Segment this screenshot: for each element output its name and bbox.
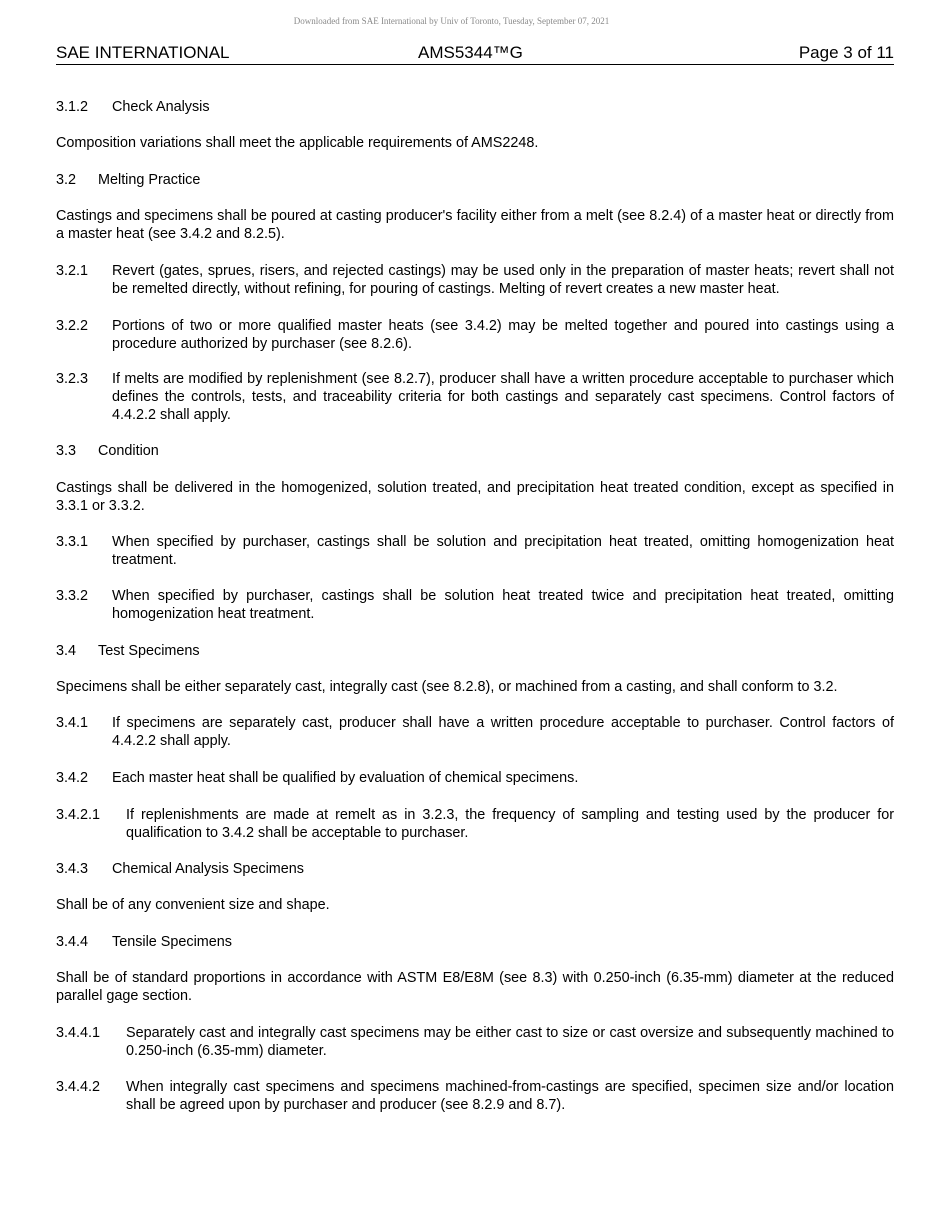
clause-number: 3.4.2 [56, 770, 89, 786]
heading-3-4 [56, 642, 200, 660]
page-header [56, 43, 894, 65]
section-title: Chemical Analysis Specimens [112, 861, 304, 877]
clause-3-3-1 [56, 533, 894, 569]
section-title: Check Analysis [112, 99, 210, 115]
paragraph-3-4-4: Shall be of standard proportions in accordance with ASTM E8/E8M (see 8.3) with 0.250-inch (6.35-mm) diameter at the reduced parallel gage section. [56, 970, 894, 1004]
clause-3-4-1 [56, 714, 894, 750]
header-page-number: Page 3 of 11 [798, 43, 894, 62]
paragraph-3-4: Specimens shall be either separately cast, integrally cast (see 8.2.8), or machined from a casting, and shall conform to 3.2. [56, 679, 838, 695]
paragraph-3-1-2: Composition variations shall meet the applicable requirements of AMS2248. [56, 135, 539, 151]
clause-text: When specified by purchaser, castings shall be solution and precipitation heat treated, omitting homogenization heat treatment. [112, 534, 894, 568]
clause-text: Revert (gates, sprues, risers, and rejected castings) may be used only in the preparation of master heats; revert shall not be remelted directly, without refining, for pouring of castings. Melting of revert creates a new master heat. [112, 263, 894, 297]
clause-3-3-2 [56, 587, 894, 623]
clause-3-2-1 [56, 262, 894, 298]
header-document-number: AMS5344™G [418, 43, 523, 62]
clause-3-2-2 [56, 317, 894, 353]
paragraph-3-2: Castings and specimens shall be poured at casting producer's facility either from a melt (see 8.2.4) of a master heat or directly from a master heat (see 3.4.2 and 8.2.5). [56, 208, 894, 242]
paragraph-3-3: Castings shall be delivered in the homogenized, solution treated, and precipitation heat treated condition, except as specified in 3.3.1 or 3.3.2. [56, 480, 894, 514]
clause-number: 3.2.1 [56, 263, 89, 279]
clause-number: 3.3.1 [56, 534, 89, 550]
clause-number: 3.2.2 [56, 318, 89, 334]
section-title: Test Specimens [98, 643, 200, 659]
clause-text: When integrally cast specimens and specimens machined-from-castings are specified, specimen size and/or location shall be agreed upon by purchaser and producer (see 8.2.9 and 8.7). [126, 1079, 894, 1113]
section-number: 3.1.2 [56, 99, 89, 115]
section-title: Tensile Specimens [112, 934, 232, 950]
clause-number: 3.4.4.1 [56, 1025, 101, 1041]
section-number: 3.4 [56, 643, 77, 659]
header-organization: SAE INTERNATIONAL [56, 43, 230, 62]
section-number: 3.4.4 [56, 934, 89, 950]
clause-3-4-2 [56, 769, 894, 787]
clause-text: Separately cast and integrally cast specimens may be either cast to size or cast oversize and subsequently machined to 0.250-inch (6.35-mm) diameter. [126, 1025, 894, 1059]
section-title: Condition [98, 443, 159, 459]
clause-number: 3.4.1 [56, 715, 89, 731]
section-title: Melting Practice [98, 172, 201, 188]
clause-number: 3.4.2.1 [56, 807, 101, 823]
clause-3-4-4-2 [56, 1078, 894, 1114]
heading-3-1-2 [56, 98, 210, 116]
clause-3-4-2-1 [56, 806, 894, 842]
heading-3-4-3 [56, 860, 304, 878]
clause-number: 3.3.2 [56, 588, 89, 604]
heading-3-2 [56, 171, 200, 189]
clause-text: If replenishments are made at remelt as in 3.2.3, the frequency of sampling and testing used by the producer for qualification to 3.4.2 shall be acceptable to purchaser. [126, 807, 894, 841]
clause-number: 3.2.3 [56, 371, 89, 387]
section-number: 3.3 [56, 443, 77, 459]
clause-text: If melts are modified by replenishment (see 8.2.7), producer shall have a written procedure acceptable to purchaser which defines the controls, tests, and traceability criteria for both castings and separately cast specimens. Control factors of 4.4.2.2 shall apply. [112, 371, 894, 423]
clause-text: When specified by purchaser, castings shall be solution heat treated twice and precipitation heat treated, omitting homogenization heat treatment. [112, 588, 894, 622]
clause-text: Each master heat shall be qualified by evaluation of chemical specimens. [112, 770, 579, 786]
clause-number: 3.4.4.2 [56, 1079, 101, 1095]
section-number: 3.4.3 [56, 861, 89, 877]
paragraph-3-4-3: Shall be of any convenient size and shape. [56, 897, 330, 913]
download-watermark: Downloaded from SAE International by Univ of Toronto, Tuesday, September 07, 2021 [293, 16, 610, 26]
section-number: 3.2 [56, 172, 77, 188]
clause-text: Portions of two or more qualified master heats (see 3.4.2) may be melted together and poured into castings using a procedure authorized by purchaser (see 8.2.6). [112, 318, 894, 352]
heading-3-3 [56, 442, 159, 460]
clause-3-2-3 [56, 370, 894, 424]
clause-3-4-4-1 [56, 1024, 894, 1060]
clause-text: If specimens are separately cast, producer shall have a written procedure acceptable to purchaser. Control factors of 4.4.2.2 shall apply. [112, 715, 894, 749]
heading-3-4-4 [56, 933, 232, 951]
